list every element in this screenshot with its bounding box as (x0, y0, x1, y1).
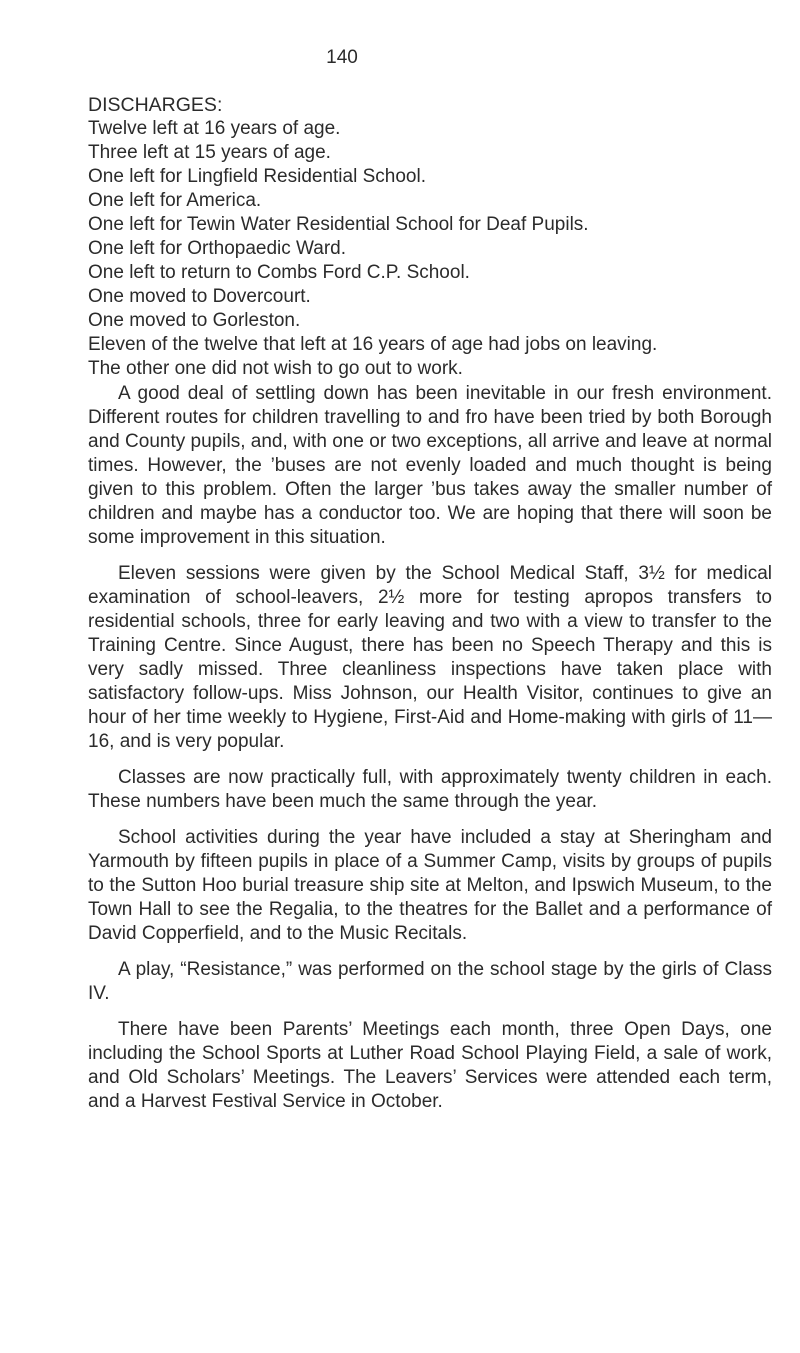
body-text (88, 382, 772, 1114)
discharge-line: One left for Orthopaedic Ward. (88, 238, 347, 259)
discharge-line: Three left at 15 years of age. (88, 142, 331, 163)
discharge-line: One left for America. (88, 190, 262, 211)
discharge-line: One left to return to Combs Ford C.P. School. (88, 262, 470, 283)
page-number: 140 (326, 47, 358, 68)
discharges-heading: DISCHARGES: (88, 94, 223, 116)
discharge-line: One left for Lingfield Residential School. (88, 166, 426, 187)
paragraph-activities: School activities during the year have included a stay at Sheringham and Yarmouth by fifteen pupils in place of a Summer Camp, visits by groups of pupils to the Sutton Hoo burial treasure ship site at Melton, and Ipswich Museum, to the Town Hall to see the Regalia, to the theatres for the Ballet and a performance of David Copperfield, and to the Music Recitals. (88, 827, 772, 944)
discharge-line: One left for Tewin Water Residential School for Deaf Pupils. (88, 214, 589, 235)
discharge-line: One moved to Gorleston. (88, 310, 301, 331)
discharges-list (88, 117, 772, 381)
discharge-line: One moved to Dovercourt. (88, 286, 311, 307)
discharge-line: Eleven of the twelve that left at 16 years of age had jobs on leaving. (88, 334, 658, 355)
paragraph-play: A play, “Resistance,” was performed on the school stage by the girls of Class IV. (88, 959, 772, 1004)
paragraph-classes: Classes are now practically full, with approximately twenty children in each. These numbers have been much the same through the year. (88, 767, 772, 812)
discharge-line: The other one did not wish to go out to work. (88, 358, 463, 379)
paragraph-meetings: There have been Parents’ Meetings each month, three Open Days, one including the School Sports at Luther Road School Playing Field, a sale of work, and Old Scholars’ Meetings. The Leavers’ Services were attended each term, and a Harvest Festival Service in October. (88, 1019, 772, 1112)
discharge-line: Twelve left at 16 years of age. (88, 118, 341, 139)
paragraph-medical: Eleven sessions were given by the School Medical Staff, 3½ for medical examination of school-leavers, 2½ more for testing apropos transfers to residential schools, three for early leaving and two with a view to transfer to the Training Centre. Since August, there has been no Speech Therapy and this is very sadly missed. Three cleanliness inspections have taken place with satisfactory follow-ups. Miss Johnson, our Health Visitor, continues to give an hour of her time weekly to Hygiene, First-Aid and Home-making with girls of 11—16, and is very popular. (88, 563, 772, 752)
paragraph-settling: A good deal of settling down has been inevitable in our fresh environment. Different routes for children travelling to and fro have been tried by both Borough and County pupils, and, with one or two exceptions, all arrive and leave at normal times. However, the ’buses are not evenly loaded and much thought is being given to this problem. Often the larger ’bus takes away the smaller number of children and maybe has a conductor too. We are hoping that there will soon be some improvement in this situation. (88, 383, 772, 548)
